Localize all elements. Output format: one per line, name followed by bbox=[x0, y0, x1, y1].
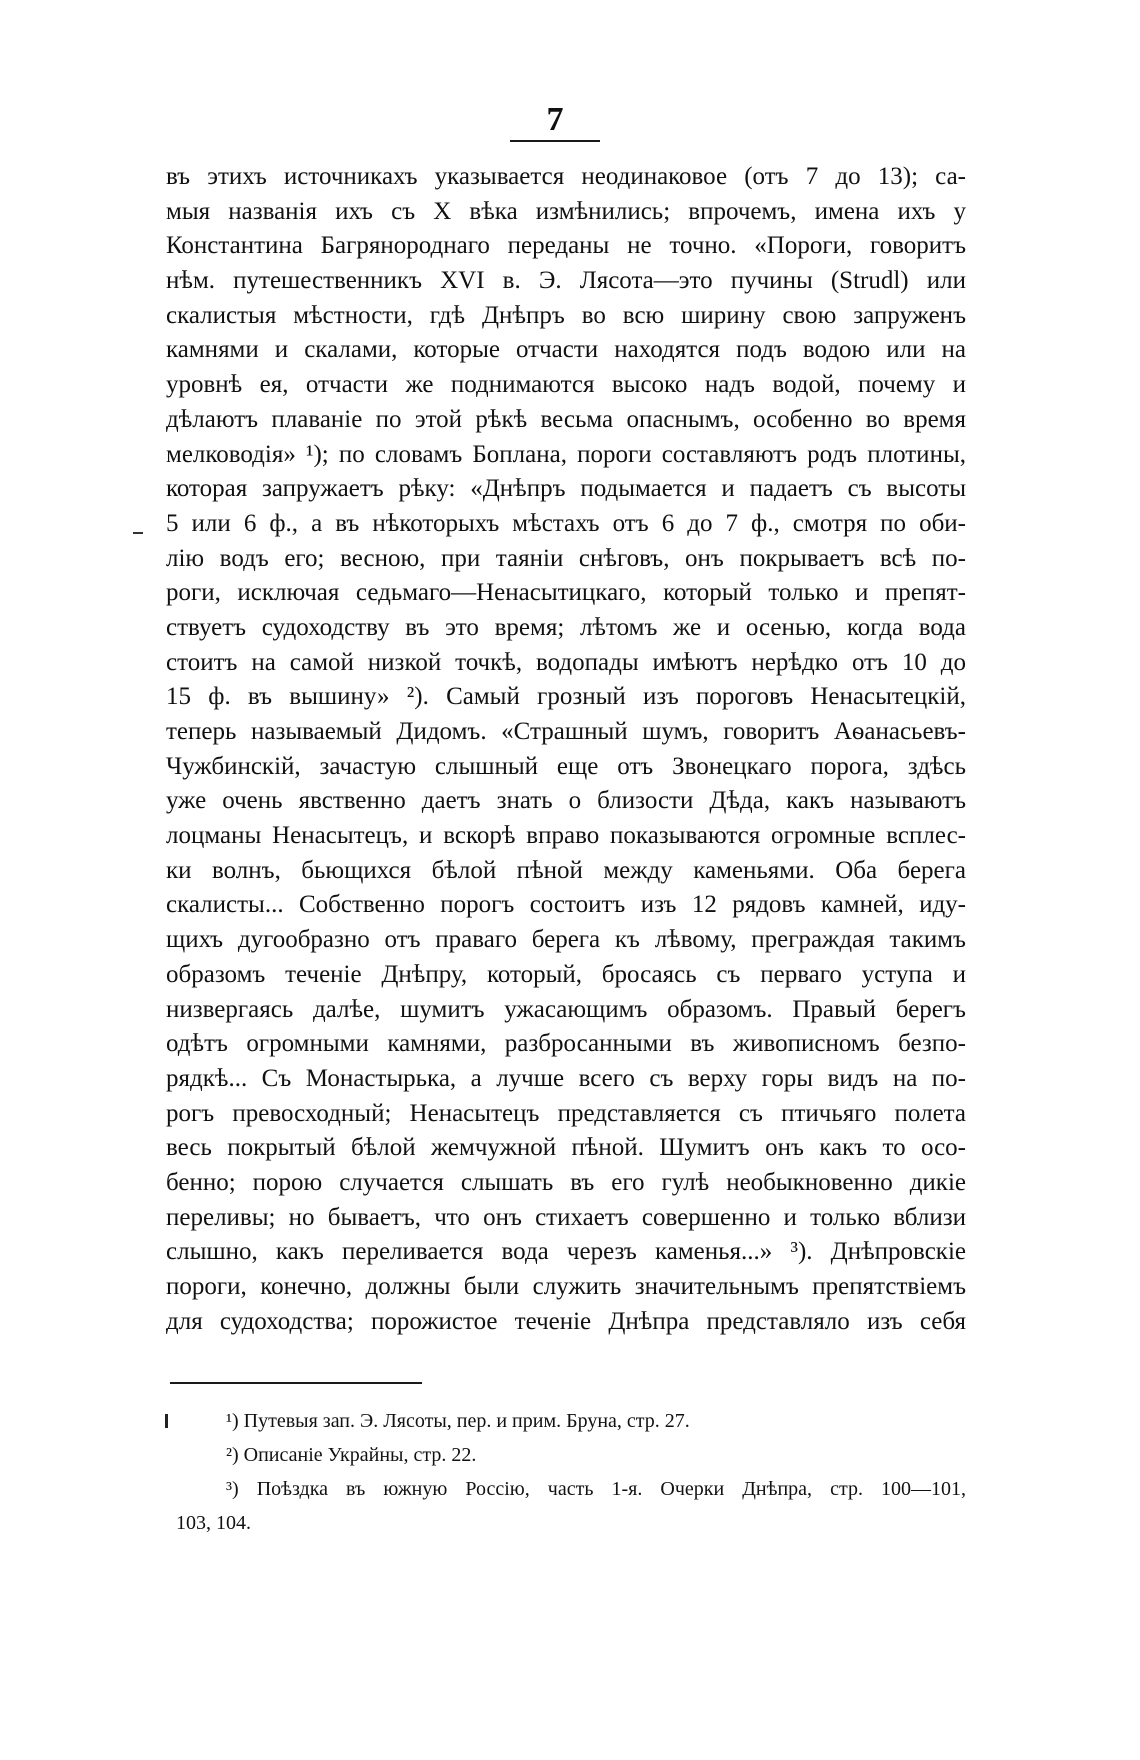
text-line: теперь называемый Дидомъ. «Страшный шумъ, говоритъ Аѳанасьевъ- bbox=[166, 718, 966, 745]
text-line: щихъ дугообразно отъ праваго берега къ лѣвому, преграждая такимъ bbox=[166, 926, 966, 954]
text-line: въ этихъ источникахъ указывается неодинаковое (отъ 7 до 13); са- bbox=[166, 163, 966, 190]
text-line: переливы; но бываетъ, что онъ стихаетъ совершенно и только вблизи bbox=[166, 1203, 966, 1231]
text-line: одѣтъ огромными камнями, разбросанными въ живописномъ безпо- bbox=[166, 1030, 966, 1058]
text-line: низвергаясь далѣе, шумитъ ужасающимъ образомъ. Правый берегъ bbox=[166, 995, 966, 1023]
text-line: мелководія» ¹); по словамъ Боплана, пороги составляютъ родъ плотины, bbox=[166, 440, 966, 468]
text-line: пороги, конечно, должны были служить значительнымъ препятствіемъ bbox=[166, 1273, 966, 1300]
text-line: уже очень явственно даетъ знать о близости Дѣда, какъ называютъ bbox=[166, 787, 966, 815]
text-line: ствуетъ судоходству въ это время; лѣтомъ же и осенью, когда вода bbox=[166, 613, 966, 641]
footnote-1: ¹) Путевыя зап. Э. Лясоты, пер. и прим. Бруна, стр. 27. bbox=[226, 1410, 690, 1432]
text-line: лію водъ его; весною, при таяніи снѣговъ, онъ покрываетъ всѣ по- bbox=[166, 544, 966, 572]
text-line: роги, исключая седьмаго—Ненасытицкаго, который только и препят- bbox=[166, 579, 966, 607]
text-line: ки волнъ, бьющихся бѣлой пѣной между каменьями. Оба берега bbox=[166, 856, 966, 884]
body-text bbox=[166, 160, 966, 1339]
text-line: стоитъ на самой низкой точкѣ, водопады имѣютъ нерѣдко отъ 10 до bbox=[166, 648, 966, 676]
text-line: уровнѣ ея, отчасти же поднимаются высоко надъ водой, почему и bbox=[166, 371, 966, 399]
footnote-separator bbox=[170, 1382, 422, 1384]
text-line: мыя названія ихъ съ X вѣка измѣнились; впрочемъ, имена ихъ у bbox=[166, 197, 966, 225]
page-number-underline bbox=[510, 140, 600, 142]
text-line: 15 ф. въ вышину» ²). Самый грозный изъ пороговъ Ненасытецкій, bbox=[166, 683, 966, 711]
footnote-3-continuation: 103, 104. bbox=[176, 1512, 251, 1534]
footnote-3: ³) Поѣздка въ южную Россію, часть 1-я. Очерки Днѣпра, стр. 100—101, bbox=[226, 1478, 966, 1500]
text-line: скалистыя мѣстности, гдѣ Днѣпръ во всю ширину свою запруженъ bbox=[166, 301, 966, 329]
text-line: которая запружаетъ рѣку: «Днѣпръ подымается и падаетъ съ высоты bbox=[166, 475, 966, 503]
footnote-2: ²) Описаніе Украйны, стр. 22. bbox=[226, 1444, 477, 1466]
text-line: Чужбинскій, зачастую слышный еще отъ Звонецкаго порога, здѣсь bbox=[166, 752, 966, 780]
text-line: лоцманы Ненасытецъ, и вскорѣ вправо показываются огромные всплес- bbox=[166, 822, 966, 850]
page-number: 7 bbox=[546, 101, 564, 138]
footnotes bbox=[176, 1404, 966, 1540]
text-line: образомъ теченіе Днѣпру, который, бросаясь съ перваго уступа и bbox=[166, 960, 966, 988]
text-line: слышно, какъ переливается вода черезъ каменья...» ³). Днѣпровскіе bbox=[166, 1238, 966, 1266]
text-line: рогъ превосходный; Ненасытецъ представляется съ птичьяго полета bbox=[166, 1099, 966, 1127]
text-line: 5 или 6 ф., а въ нѣкоторыхъ мѣстахъ отъ 6 до 7 ф., смотря по оби- bbox=[166, 509, 966, 537]
text-line: скалисты... Собственно порогъ состоитъ изъ 12 рядовъ камней, иду- bbox=[166, 891, 966, 919]
text-line: рядкѣ... Съ Монастырька, а лучше всего съ верху горы видъ на по- bbox=[166, 1064, 966, 1092]
text-line: бенно; порою случается слышать въ его гулѣ необыкновенно дикіе bbox=[166, 1168, 966, 1196]
text-line: нѣм. путешественникъ XVI в. Э. Лясота—это пучины (Strudl) или bbox=[166, 267, 966, 295]
text-line: камнями и скалами, которые отчасти находятся подъ водою или на bbox=[166, 336, 966, 364]
margin-mark bbox=[133, 532, 143, 534]
margin-mark bbox=[165, 1414, 168, 1428]
text-line: Константина Багрянороднаго переданы не точно. «Пороги, говоритъ bbox=[166, 232, 966, 260]
text-line: для судоходства; порожистое теченіе Днѣпра представляло изъ себя bbox=[166, 1307, 966, 1335]
text-line: дѣлаютъ плаваніе по этой рѣкѣ весьма опаснымъ, особенно во время bbox=[166, 405, 966, 433]
text-line: весь покрытый бѣлой жемчужной пѣной. Шумитъ онъ какъ то осо- bbox=[166, 1134, 966, 1162]
